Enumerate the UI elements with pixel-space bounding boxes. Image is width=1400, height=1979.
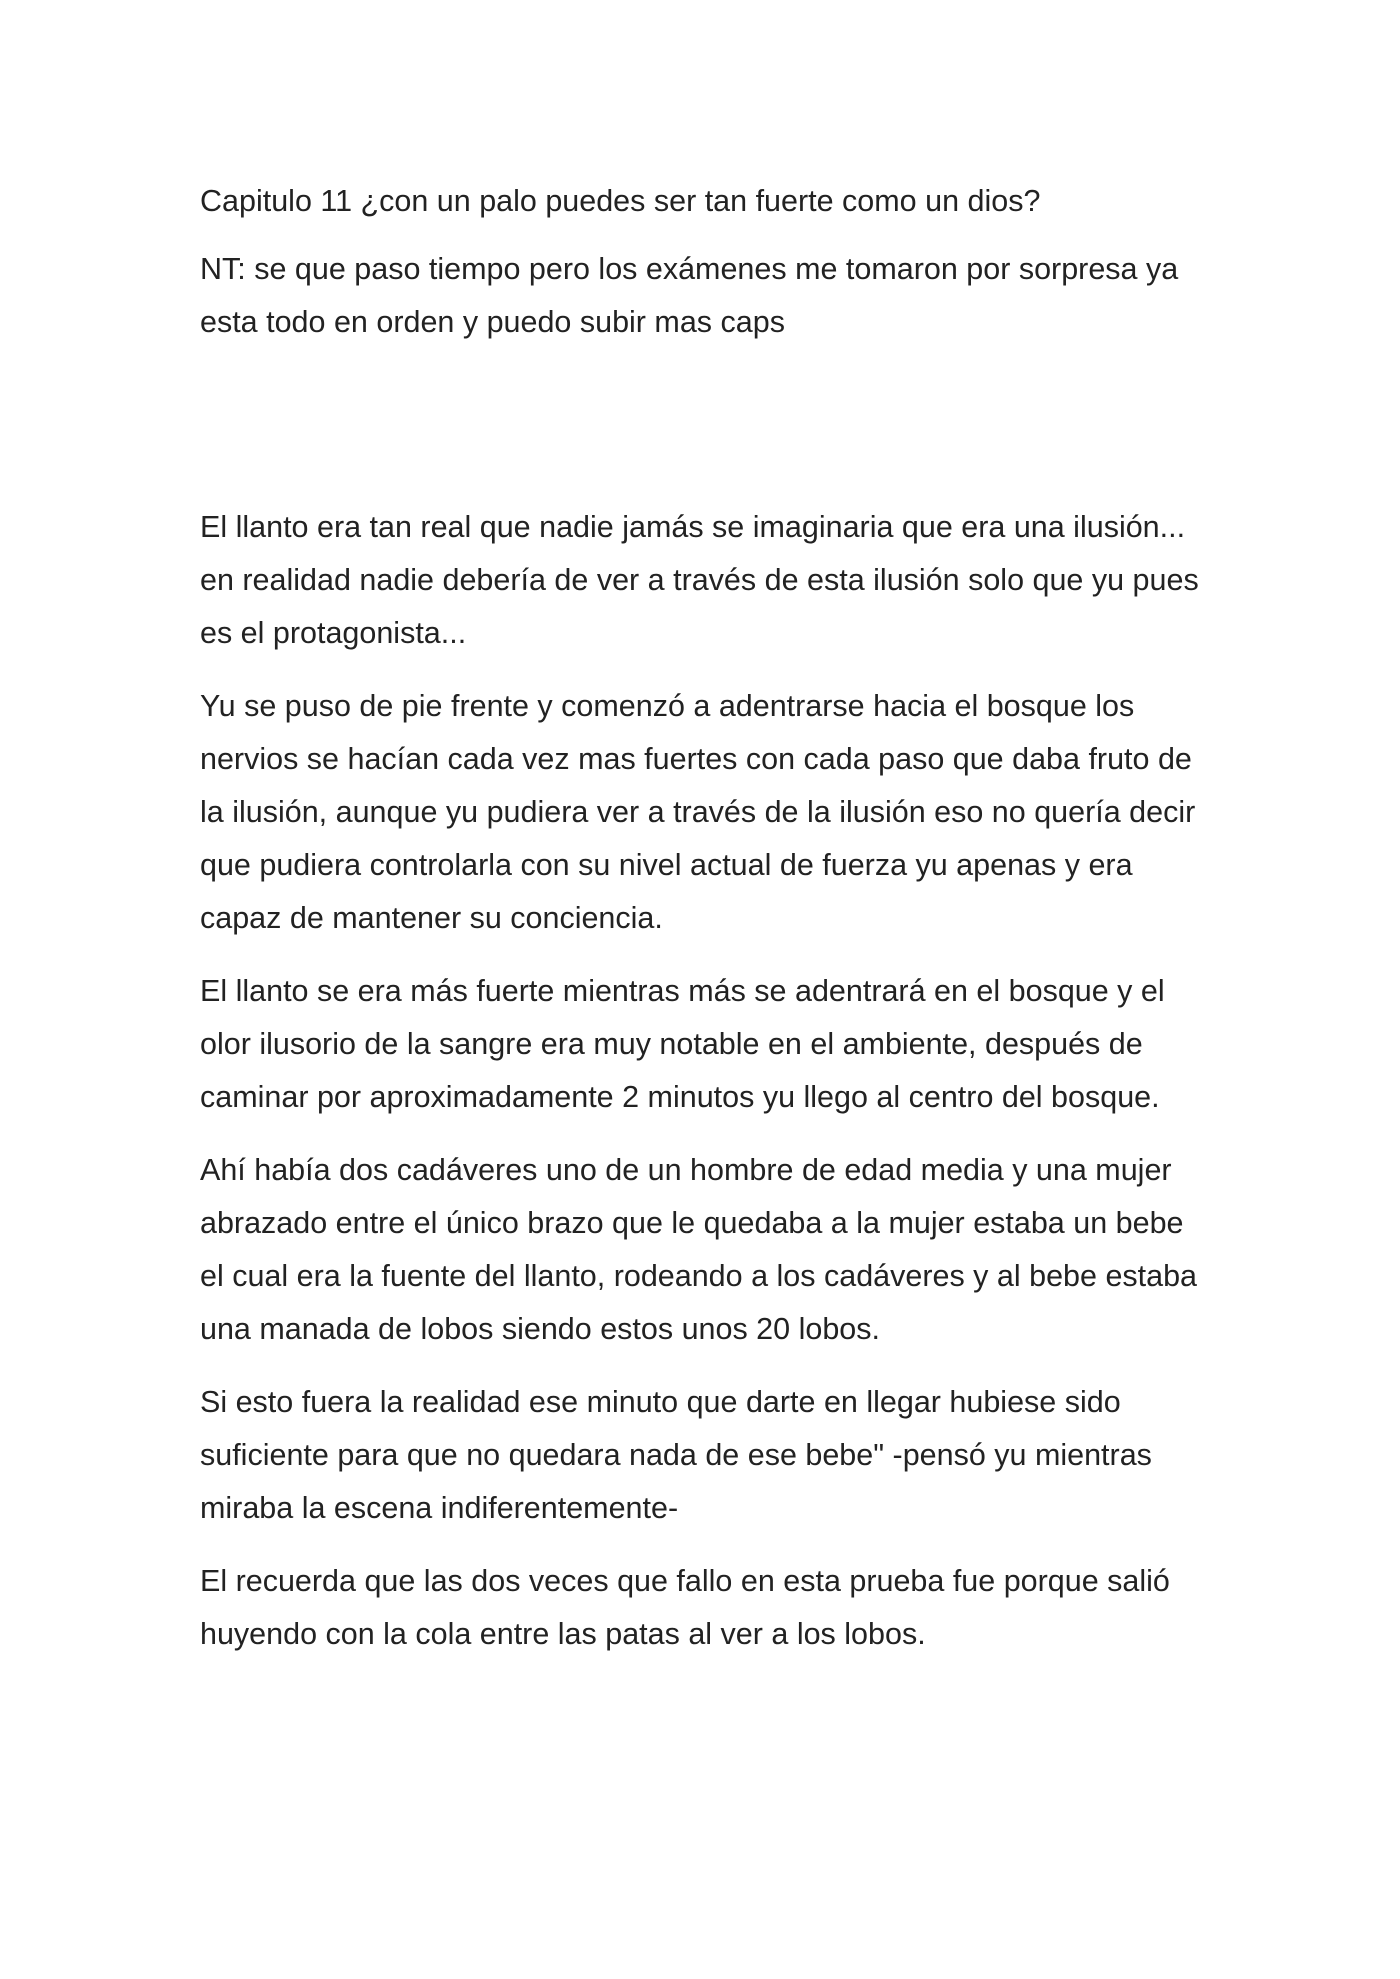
chapter-title: Capitulo 11 ¿con un palo puedes ser tan fuerte como un dios? — [200, 184, 1041, 218]
paragraph-4: Ahí había dos cadáveres uno de un hombre de edad media y una mujer abrazado entre el único brazo que le quedaba a la mujer estaba un bebe el cual era la fuente del llanto, rodeando a los cadáveres y al bebe estaba una manada de lobos siendo estos unos 20 lobos. — [200, 1153, 1198, 1346]
paragraph-5: Si esto fuera la realidad ese minuto que darte en llegar hubiese sido suficiente para que no quedara nada de ese bebe" -pensó yu mientras miraba la escena indiferentemente- — [200, 1385, 1152, 1525]
translator-note: NT: se que paso tiempo pero los exámenes me tomaron por sorpresa ya esta todo en orden y puedo subir mas caps — [200, 252, 1179, 339]
paragraph-6: El recuerda que las dos veces que fallo en esta prueba fue porque salió huyendo con la cola entre las patas al ver a los lobos. — [200, 1564, 1170, 1651]
paragraph-2: Yu se puso de pie frente y comenzó a adentrarse hacia el bosque los nervios se hacían cada vez mas fuertes con cada paso que daba fruto de la ilusión, aunque yu pudiera ver a través de la ilusión eso no quería decir que pudiera controlarla con su nivel actual de fuerza yu apenas y era capaz de mantener su conciencia. — [200, 689, 1196, 935]
paragraph-3: El llanto se era más fuerte mientras más se adentrará en el bosque y el olor ilusorio de la sangre era muy notable en el ambiente, después de caminar por aproximadamente 2 minutos yu llego al centro del bosque. — [200, 974, 1165, 1114]
paragraph-1: El llanto era tan real que nadie jamás se imaginaria que era una ilusión... en realidad nadie debería de ver a través de esta ilusión solo que yu pues es el protagonista... — [200, 510, 1199, 650]
document-body — [200, 175, 1210, 1681]
section-spacer — [200, 349, 1210, 501]
